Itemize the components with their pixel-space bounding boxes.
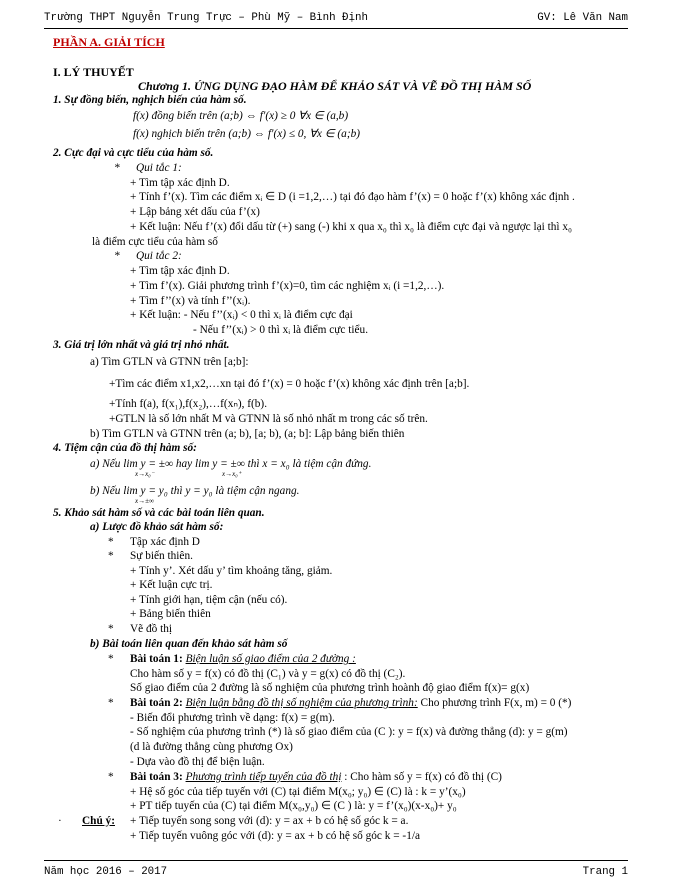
footer-year: Năm học 2016 – 2017 [44,866,168,878]
s4-a: a) Nếu lim y = ±∞ hay lim y = ±∞ thì x = x₀ là tiệm cận đứng. [90,458,372,470]
s2-r2-item: + Tìm f’’(x) và tính f’’(xᵢ). [130,295,251,307]
s5-a-title: a) Lược đồ khảo sát hàm số: [90,521,224,533]
s4-title: 4. Tiệm cận của đồ thị hàm số: [53,442,197,454]
s4-a-sub1: x→x₀⁻ [135,470,155,478]
s5-a3: * Vẽ đồ thị [108,623,173,635]
footer-rule [44,860,628,861]
section-title: I. LÝ THUYẾT [53,65,134,79]
bt2-line: (d là đường thẳng cùng phương Ox) [130,741,293,753]
s3-a: a) Tìm GTLN và GTNN trên [a;b]: [90,356,249,368]
bt3-line: + Hệ số góc của tiếp tuyến với (C) tại điểm M(x₀; y₀) ∈ (C) là : k = y’(x₀) [130,786,466,798]
s5-a2-sub: + Tính giới hạn, tiệm cận (nếu có). [130,594,288,606]
s3-b: b) Tìm GTLN và GTNN trên (a; b), [a; b), (a; b]: Lập bảng biến thiên [90,428,405,440]
bt2-heading: * Bài toán 2: Biện luận bằng đồ thị số nghiệm của phương trình: Cho phương trình F(x, m) = 0 (*) [108,697,572,709]
s3-a1: +Tìm các điểm x1,x2,…xn tại đó f’(x) = 0 hoặc f’(x) không xác định trên [a;b]. [109,378,470,390]
footer-page: Trang 1 [582,866,628,878]
s5-a1: * Tập xác định D [108,536,200,548]
bt2-line: - Dựa vào đồ thị để biện luận. [130,756,265,768]
note-label: Chú ý: [82,815,115,827]
s5-title: 5. Khảo sát hàm số và các bài toán liên quan. [53,507,265,519]
s2-r2-item: + Tìm tập xác định D. [130,265,230,277]
bullet: * [108,623,114,635]
s2-r1-cont: là điểm cực tiểu của hàm số [92,236,218,248]
s2-rule1: * Qui tắc 1: [114,162,182,174]
bullet: * [108,550,114,562]
page-footer [44,866,628,878]
bt1-line: Cho hàm số y = f(x) có đồ thị (C₁) và y = g(x) có đồ thị (C₂). [130,668,406,680]
s2-rule2: * Qui tắc 2: [114,250,182,262]
s3-title: 3. Giá trị lớn nhất và giá trị nhỏ nhất. [53,339,230,351]
header-school: Trường THPT Nguyễn Trung Trực – Phù Mỹ – Bình Định [44,12,368,24]
s4-b: b) Nếu lim y = y₀ thì y = y₀ là tiệm cận ngang. [90,485,300,497]
s3-a2: +Tính f(a), f(x₁),f(x₂),…f(xₙ), f(b). [109,398,268,410]
header-teacher: GV: Lê Văn Nam [537,12,628,24]
s2-r2-item: + Kết luận: - Nếu f’’(xᵢ) < 0 thì xᵢ là điểm cực đại [130,309,353,321]
bt2-line: - Biến đổi phương trình về dạng: f(x) = g(m). [130,712,335,724]
bt3-heading: * Bài toán 3: Phương trình tiếp tuyến của đồ thị : Cho hàm số y = f(x) có đồ thị (C) [108,771,502,783]
note-dot: · [58,815,62,827]
s5-a2-sub: + Tính y’. Xét dấu y’ tìm khoảng tăng, giảm. [130,565,333,577]
bullet: * [108,771,114,783]
bullet: * [114,250,120,262]
bt2-line: - Số nghiệm của phương trình (*) là số giao điểm của (C ): y = f(x) và đường thẳng (d): y = g(m) [130,726,568,738]
chapter-title: Chương 1. ỨNG DỤNG ĐẠO HÀM ĐỂ KHẢO SÁT VÀ VẼ ĐỒ THỊ HÀM SỐ [138,79,532,93]
s4-a-sub2: x→x₀⁺ [222,470,242,478]
page-header [44,12,628,24]
s5-a2: * Sự biến thiên. [108,550,193,562]
s2-r1-item: + Tính f’(x). Tìm các điểm xᵢ ∈ D (i =1,2,…) tại đó đạo hàm f’(x) = 0 hoặc f’(x) không xác định . [130,191,575,203]
part-title: PHẦN A. GIẢI TÍCH [53,35,165,49]
s2-r1-item: + Kết luận: Nếu f’(x) đổi dấu từ (+) sang (-) khi x qua x₀ thì x₀ là điểm cực đại và ngược lại thì x₀ [130,221,572,233]
s3-a3: +GTLN là số lớn nhất M và GTNN là số nhỏ nhất m trong các số trên. [109,413,428,425]
bullet: * [108,653,114,665]
s1-line-1: f(x) đồng biến trên (a;b) ⇔ f′(x) ≥ 0 ∀x ∈ (a,b) [133,110,349,122]
s1-title: 1. Sự đồng biến, nghịch biến của hàm số. [53,94,247,106]
s5-a2-sub: + Bảng biến thiên [130,608,211,620]
s2-title: 2. Cực đại và cực tiểu của hàm số. [53,147,214,159]
note-line: + Tiếp tuyến vuông góc với (d): y = ax + b có hệ số góc k = -1/a [130,830,420,842]
s4-b-sub: x→±∞ [135,497,154,505]
s2-r2-cont: - Nếu f’’(xᵢ) > 0 thì xᵢ là điểm cực tiểu. [193,324,369,336]
bt1-line: Số giao điểm của 2 đường là số nghiệm của phương trình hoành độ giao điểm f(x)= g(x) [130,682,530,694]
bullet: * [108,536,114,548]
s5-a2-sub: + Kết luận cực trị. [130,579,213,591]
bullet: * [114,162,120,174]
header-rule [44,28,628,29]
bullet: * [108,697,114,709]
s5-b-title: b) Bài toán liên quan đến khảo sát hàm số [90,638,288,650]
bt3-line: + PT tiếp tuyến của (C) tại điểm M(x₀,y₀) ∈ (C ) là: y = f’(x₀)(x-x₀)+ y₀ [130,800,457,812]
s2-r2-item: + Tìm f’(x). Giải phương trình f’(x)=0, tìm các nghiệm xᵢ (i =1,2,…). [130,280,445,292]
note-line: + Tiếp tuyến song song với (d): y = ax + b có hệ số góc k = a. [130,815,409,827]
s2-r1-item: + Tìm tập xác định D. [130,177,230,189]
s2-r1-item: + Lập bảng xét dấu của f’(x) [130,206,260,218]
bt1-heading: * Bài toán 1: Biện luận số giao điểm của 2 đường : [108,653,356,665]
s1-line-2: f(x) nghịch biến trên (a;b) ⇔ f′(x) ≤ 0, ∀x ∈ (a;b) [133,128,361,140]
